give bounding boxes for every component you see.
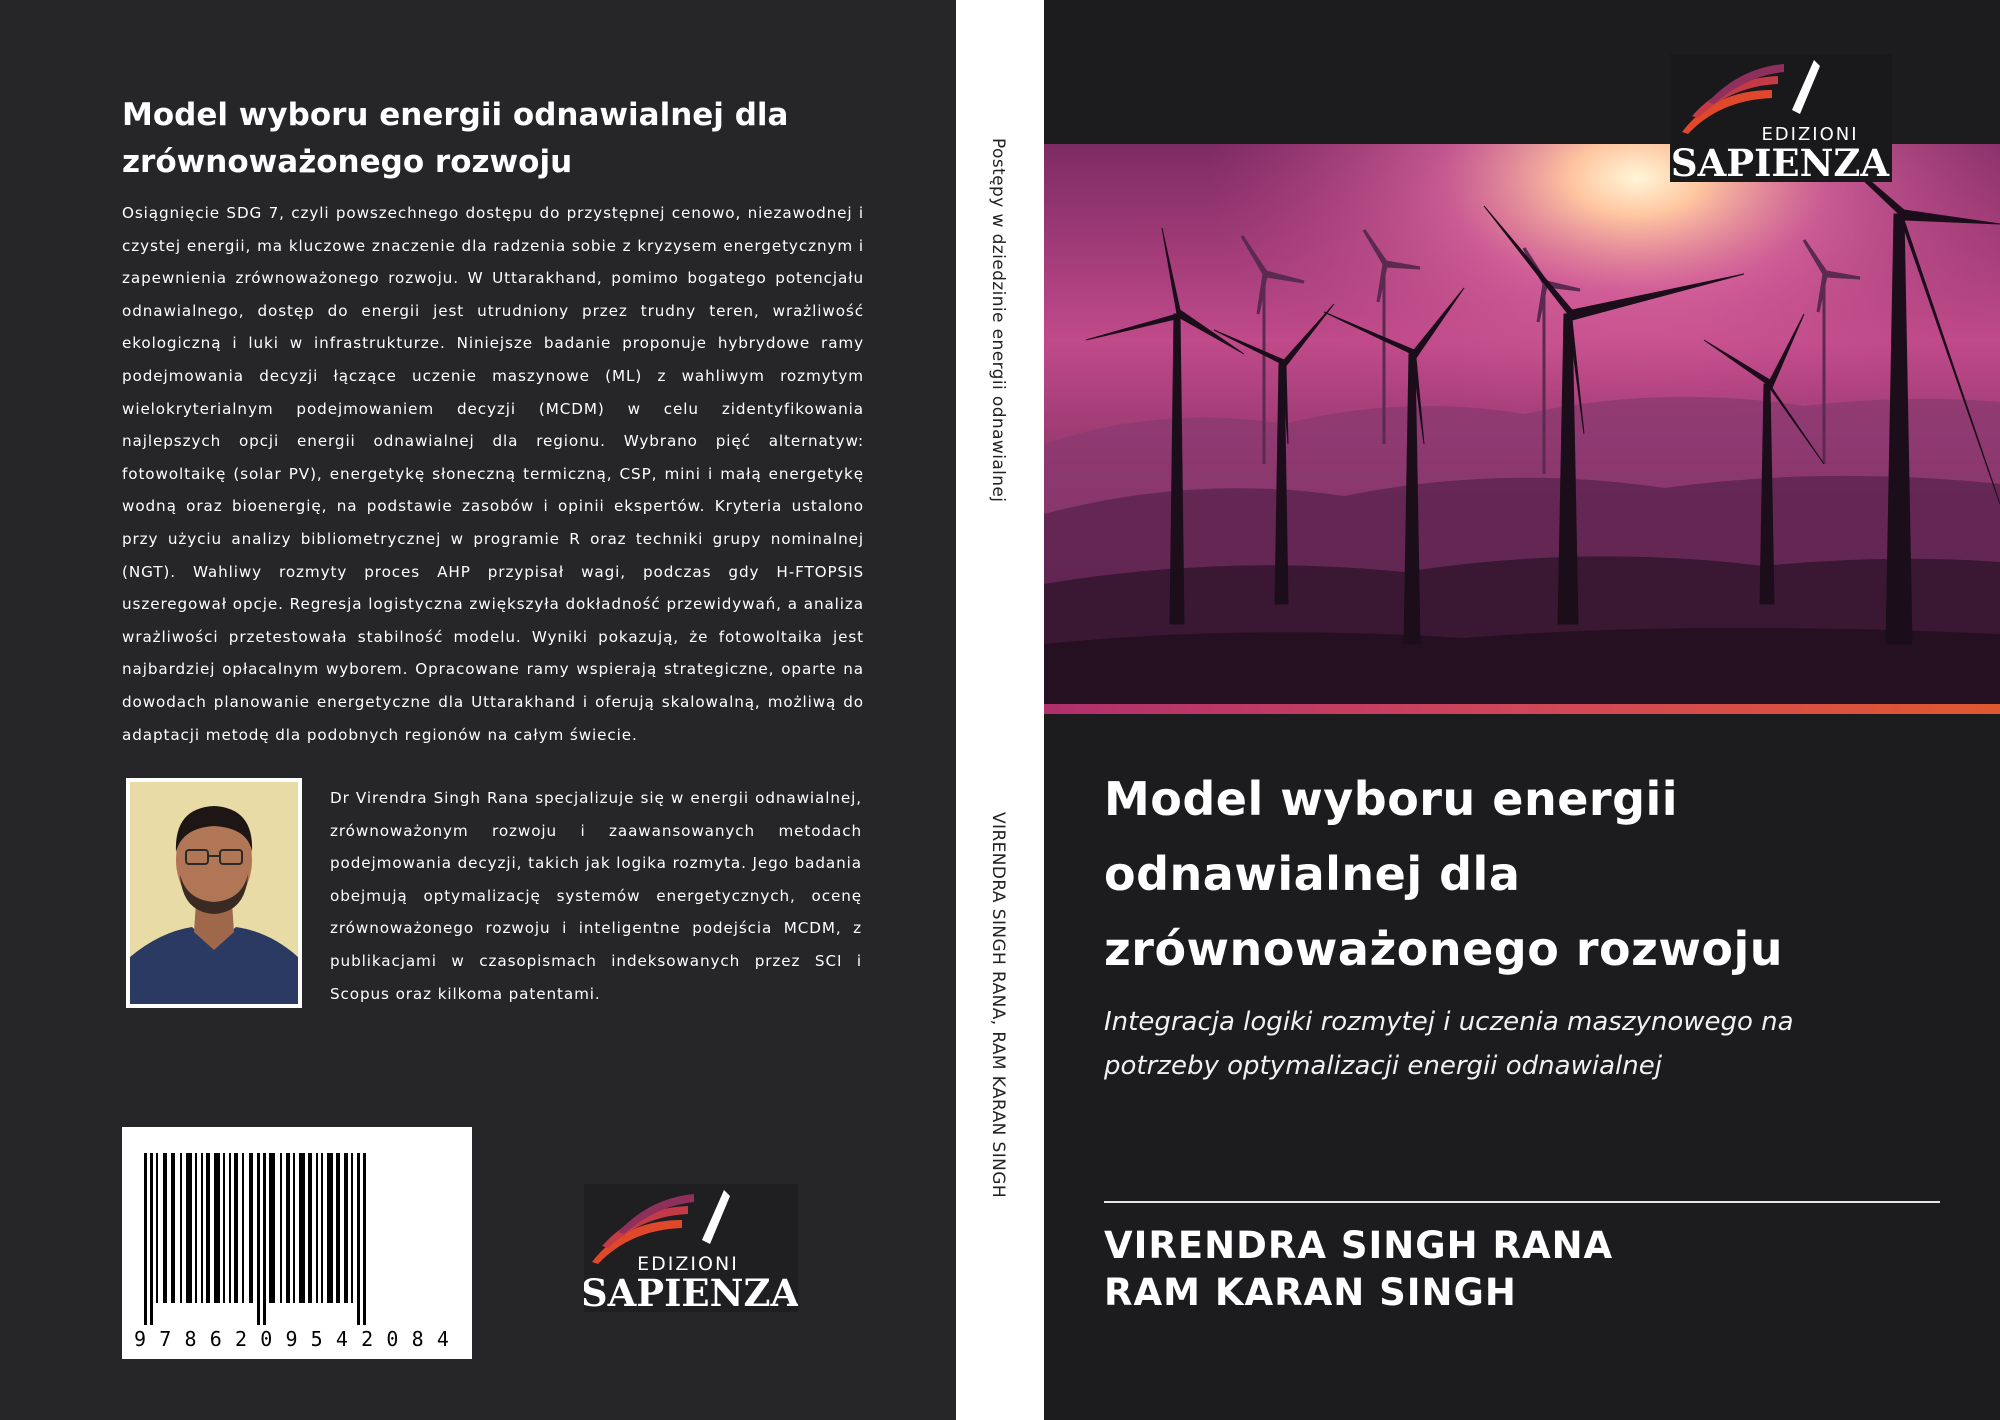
- barcode-bar: [286, 1153, 290, 1303]
- cover-photo-wind-turbines: [1044, 144, 2000, 706]
- publisher-line2: SAPIENZA: [1670, 141, 1890, 182]
- author-name-2: RAM KARAN SINGH: [1104, 1271, 1517, 1314]
- front-cover: [1044, 0, 2000, 1420]
- barcode-bar: [163, 1153, 167, 1303]
- barcode-bar: [316, 1153, 318, 1303]
- barcode-bar: [308, 1153, 312, 1303]
- barcode-bar: [201, 1153, 203, 1303]
- publisher-logo-front: [1670, 54, 1892, 182]
- barcode-bar: [357, 1153, 360, 1325]
- spine-title: Postępy w dziedzinie energii odnawialnej: [988, 138, 1008, 503]
- barcode-icon: [122, 1127, 472, 1359]
- barcode-bar: [336, 1153, 340, 1303]
- barcode-bar: [186, 1153, 192, 1303]
- front-authors: [1104, 1222, 1613, 1316]
- barcode-bar: [299, 1153, 305, 1303]
- barcode-bar: [280, 1153, 282, 1303]
- barcode-bar: [223, 1153, 225, 1303]
- barcode-bar: [242, 1153, 244, 1303]
- barcode-bar: [229, 1153, 231, 1303]
- barcode-bar: [156, 1153, 158, 1303]
- barcode-bar: [214, 1153, 220, 1303]
- back-cover: [0, 0, 956, 1420]
- barcode-bar: [321, 1153, 323, 1303]
- barcode-bar: [327, 1153, 333, 1303]
- barcode-bar: [293, 1153, 295, 1303]
- barcode-bar: [257, 1153, 260, 1325]
- divider: [1104, 1201, 1940, 1203]
- barcode-bar: [150, 1153, 153, 1325]
- barcode-bar: [344, 1153, 348, 1303]
- barcode-bar: [234, 1153, 238, 1303]
- barcode-bar: [249, 1153, 253, 1303]
- barcode-bar: [351, 1153, 353, 1303]
- publisher-logo-back: [584, 1184, 798, 1312]
- front-subtitle: Integracja logiki rozmytej i uczenia maszynowego na potrzeby optymalizacji energii odnawialnej: [1104, 1007, 1794, 1081]
- barcode-bar: [206, 1153, 210, 1303]
- back-title: Model wyboru energii odnawialnej dla zrównoważonego rozwoju: [122, 97, 789, 180]
- publisher-line1: EDIZIONI: [637, 1253, 739, 1275]
- cover-stripe: [1044, 704, 2000, 714]
- barcode-bar: [263, 1153, 266, 1325]
- barcode-bar: [363, 1153, 366, 1325]
- author-photo: [126, 778, 302, 1008]
- author-bio: Dr Virendra Singh Rana specjalizuje się w energii odnawialnej, zrównoważonym rozwoju i zaawansowanych metodach podejmowania decyzji, takich jak logika rozmyta. Jego badania obejmują optymalizację systemów energetycznych, ocenę zrównoważonego rozwoju i inteligentne podejścia MCDM, z publikacjami w czasopismach indeksowanych przez SCI i Scopus oraz kilkoma patentami.: [330, 789, 862, 1003]
- barcode-bar: [144, 1153, 147, 1325]
- isbn-barcode: [122, 1127, 472, 1359]
- publisher-line2: SAPIENZA: [584, 1271, 798, 1312]
- spine-authors: VIRENDRA SINGH RANA, RAM KARAN SINGH: [988, 812, 1008, 1199]
- barcode-bar: [171, 1153, 175, 1303]
- isbn-number: 9786209542084: [134, 1327, 463, 1351]
- author-name-1: VIRENDRA SINGH RANA: [1104, 1224, 1614, 1267]
- publisher-logo-icon: [584, 1184, 798, 1312]
- back-blurb: Osiągnięcie SDG 7, czyli powszechnego dostępu do przystępnej cenowo, niezawodnej i czystej energii, ma kluczowe znaczenie dla radzenia sobie z kryzysem energetycznym i zapewnienia zrównoważonego rozwoju. W Uttarakhand, pomimo bogatego potencjału odnawialnego, dostęp do energii jest utrudniony przez trudny teren, wrażliwość ekologiczną i luki w infrastrukturze. Niniejsze badanie proponuje hybrydowe ramy podejmowania decyzji łączące uczenie maszynowe (ML) z wahliwym rozmytym wielokryterialnym podejmowaniem decyzji (MCDM) w celu zidentyfikowania najlepszych opcji energii odnawialnej dla regionu. Wybrano pięć alternatyw: fotowoltaikę (solar PV), energetykę słoneczną termiczną, CSP, mini i małą energetykę wodną oraz bioenergię, na podstawie zasobów i opinii ekspertów. Kryteria ustalono przy użyciu analizy bibliometrycznej w programie R oraz techniki grupy nominalnej (NGT). Wahliwy rozmyty proces AHP przypisał wagi, podczas gdy H-FTOPSIS uszeregował opcje. Regresja logistyczna zwiększyła dokładność przewidywań, a analiza wrażliwości przetestowała stabilność modelu. Wyniki pokazują, że fotowoltaika jest najbardziej opłacalnym wyborem. Opracowane ramy wspierają strategiczne, oparte na dowodach planowanie energetyczne dla Uttarakhand i oferują skalowalną, możliwą do adaptacji metodę dla podobnych regionów na całym świecie.: [122, 204, 864, 744]
- spine: [956, 0, 1044, 1420]
- author-portrait-icon: [130, 782, 298, 1004]
- wind-turbine-illustration: [1044, 144, 2000, 706]
- barcode-bar: [180, 1153, 182, 1303]
- publisher-line1: EDIZIONI: [1761, 124, 1859, 145]
- front-title: Model wyboru energii odnawialnej dla zrównoważonego rozwoju: [1104, 772, 1783, 976]
- barcode-bar: [195, 1153, 197, 1303]
- barcode-bar: [269, 1153, 275, 1303]
- publisher-logo-icon: [1670, 54, 1892, 182]
